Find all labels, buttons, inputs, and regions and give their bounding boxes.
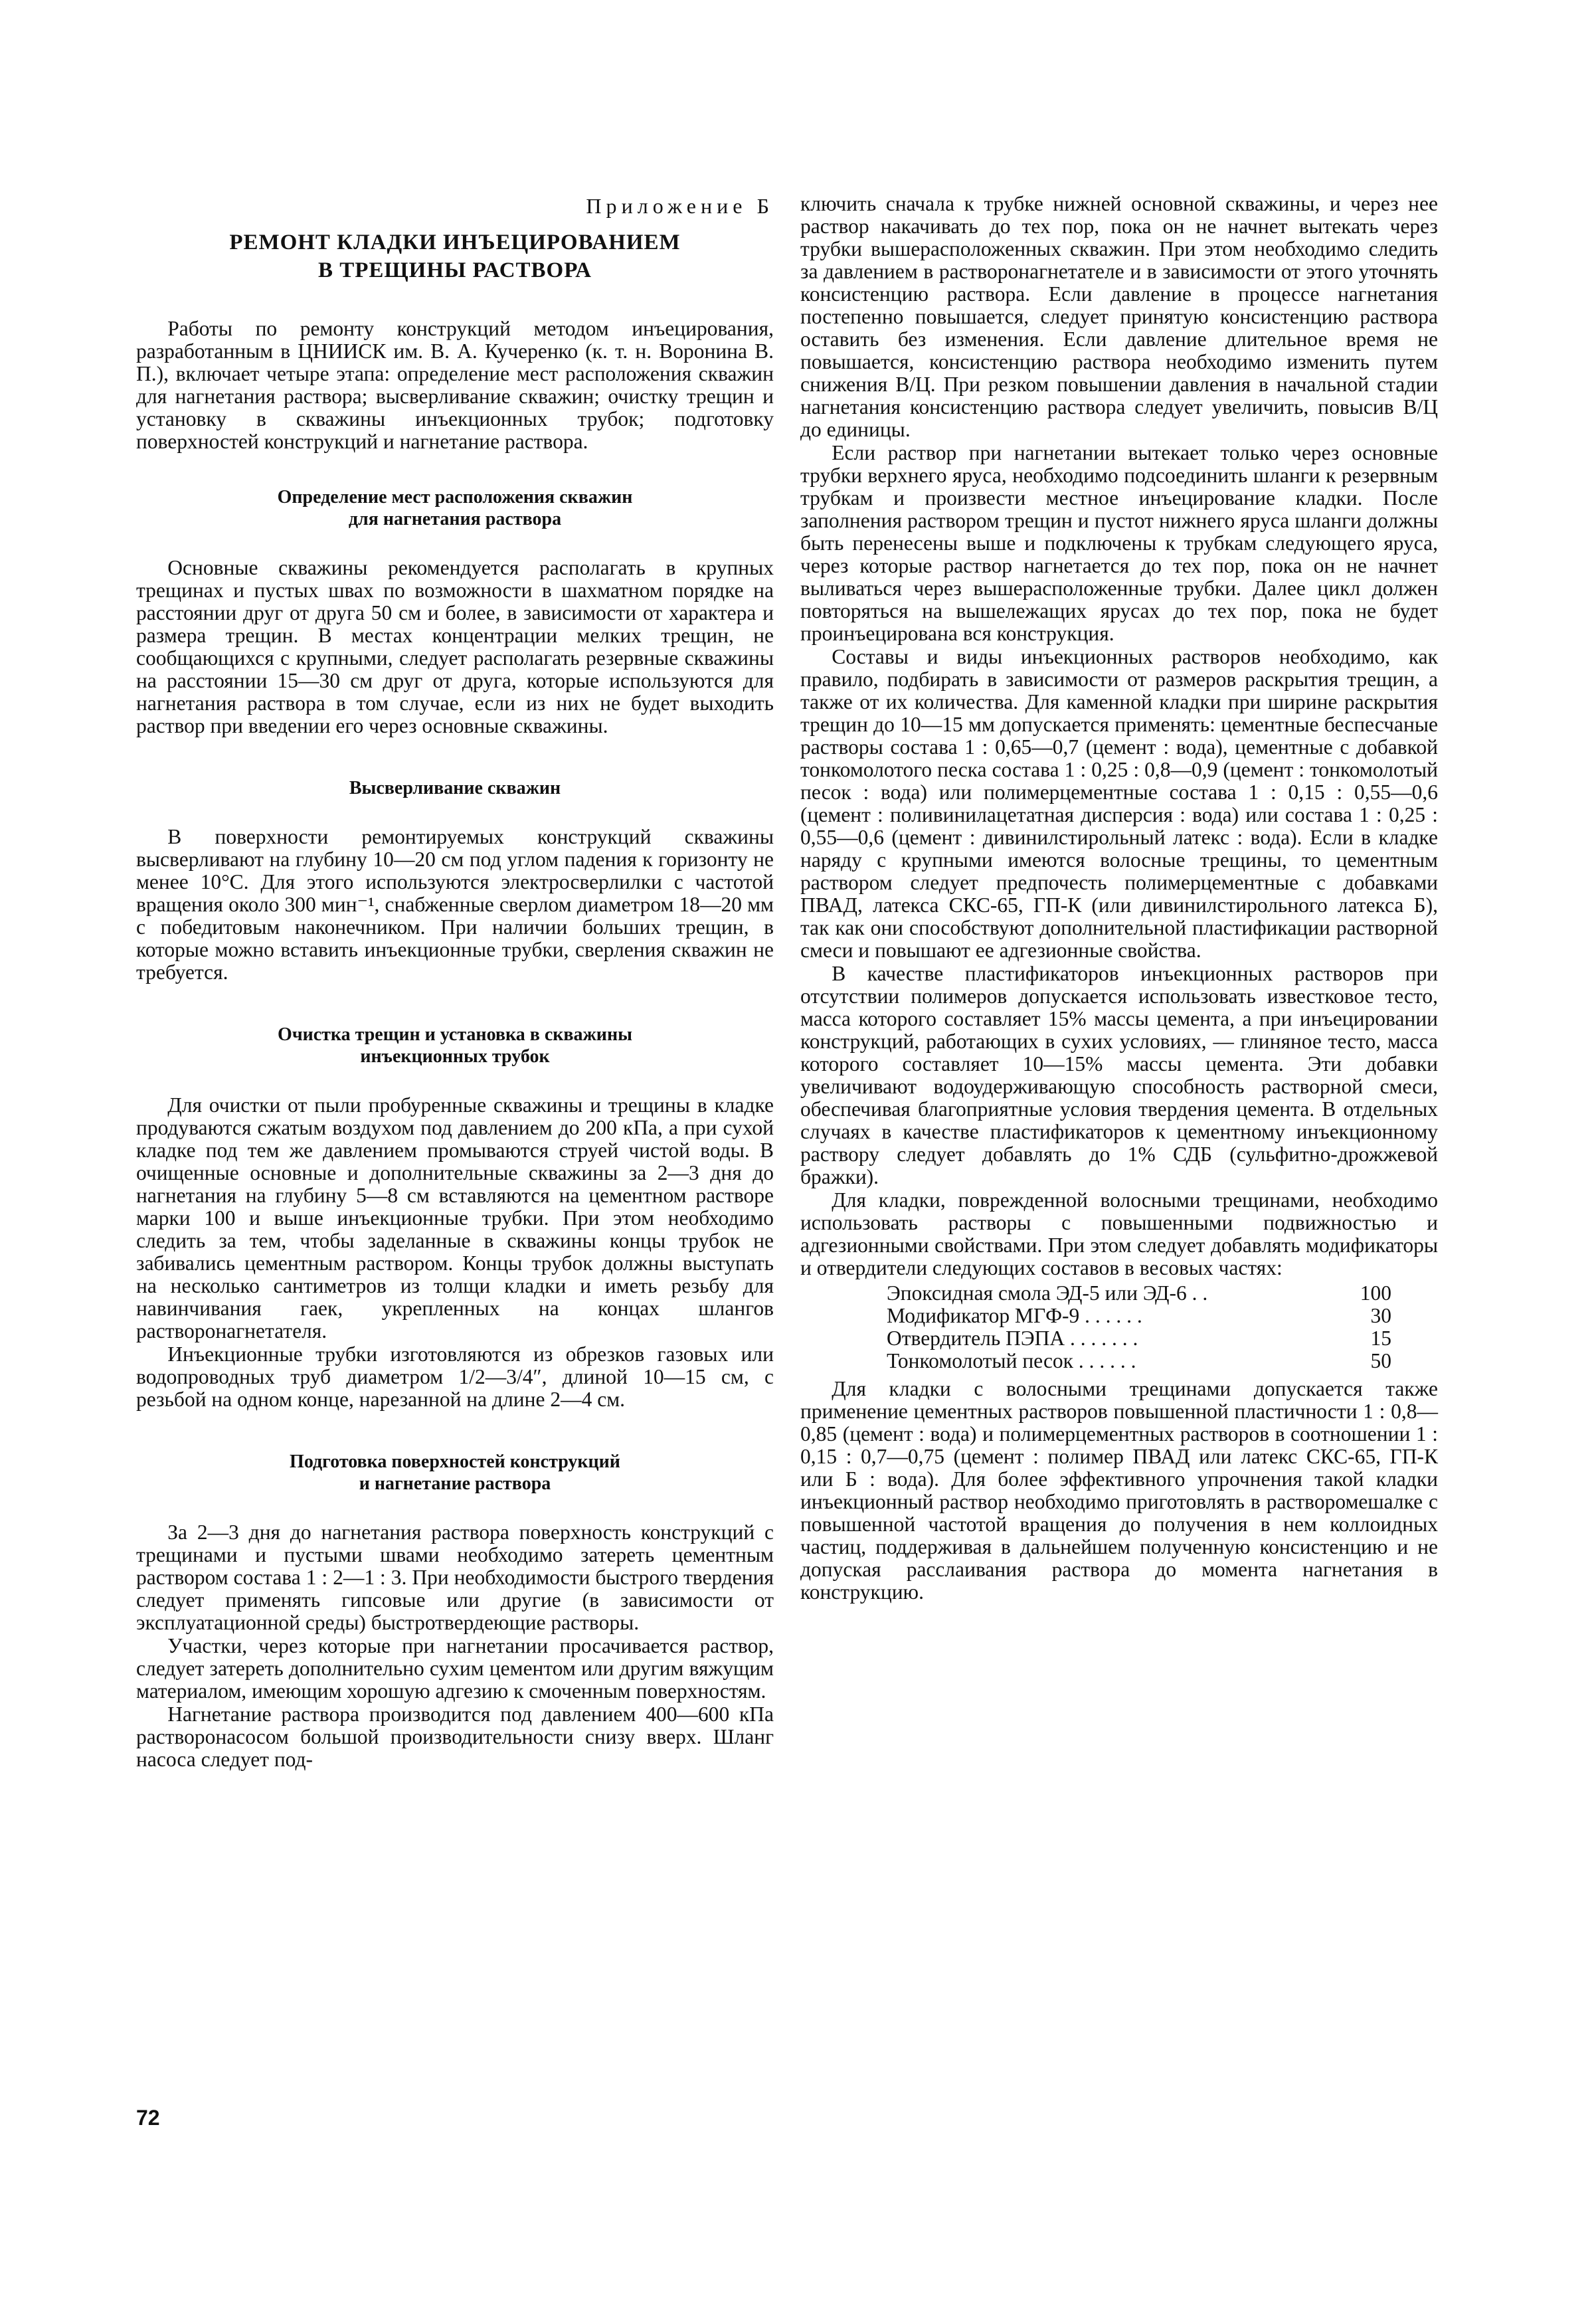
heading-line: инъекционных трубок bbox=[360, 1046, 550, 1067]
paragraph: За 2—3 дня до нагнетания раствора поверхность конструкций с трещинами и пустыми швами необходимо затереть цементным раствором состава 1 : 2—1 : 3. При необходимости быстрого твердения следует применять гипсовые или другие (в зависимости от эксплуатационной среды) быстротвердеющие растворы. bbox=[136, 1521, 774, 1634]
paragraph: Для очистки от пыли пробуренные скважины и трещины в кладке продуваются сжатым воздухом под давлением до 200 кПа, а при сухой кладке под тем же давлением промываются струей чистой воды. В очищенные основные и дополнительные скважины за 2—3 дня до нагнетания на глубину 5—8 см вставляются на цементном растворе марки 100 и выше инъекционные трубки. При этом необходимо следить за тем, чтобы заделанные в скважины концы трубок не забивались цементным раствором. Концы трубок должны выступать на несколько сантиметров из толщи кладки и иметь резьбу для навинчивания гаек, укрепленных на концах шлангов растворонагнетателя. bbox=[136, 1093, 774, 1342]
paragraph: Для кладки, поврежденной волосными трещинами, необходимо использовать растворы с повышенными подвижностью и адгезионными свойствами. При этом следует добавлять модификаторы и отвердители следующих составов в весовых частях: bbox=[800, 1188, 1438, 1279]
heading-line: и нагнетание раствора bbox=[359, 1473, 551, 1494]
component-value: 50 bbox=[1370, 1349, 1391, 1372]
paragraph: Нагнетание раствора производится под давлением 400—600 кПа растворонасосом большой производительности снизу вверх. Шланг насоса следует под- bbox=[136, 1703, 774, 1771]
component-name: Эпоксидная смола ЭД-5 или ЭД-6 . . bbox=[887, 1281, 1208, 1305]
section-heading-placement bbox=[136, 486, 774, 530]
heading-line: Определение мест расположения скважин bbox=[277, 487, 633, 508]
title-line-2: В ТРЕЩИНЫ РАСТВОРА bbox=[318, 258, 592, 282]
heading-line: Подготовка поверхностей конструкций bbox=[290, 1451, 620, 1472]
right-column bbox=[800, 193, 1438, 1604]
component-name: Тонкомолотый песок . . . . . . bbox=[887, 1349, 1136, 1372]
heading-line: для нагнетания раствора bbox=[348, 509, 562, 529]
paragraph: В качестве пластификаторов инъекционных растворов при отсутствии полимеров допускается использовать известковое тесто, масса которого составляет 15% массы цемента, а при инъецировании конструкций, работающих в сухих условиях, — глиняное тесто, масса которого составляет 10—15% массы цемента. Эти добавки увеличивают водоудерживающую способность растворной смеси, обеспечивая благоприятные условия твердения цемента. В отдельных случаях в качестве пластификаторов к цементному инъекционному раствору следует добавлять до 1% СДБ (сульфитно-дрожжевой бражки). bbox=[800, 962, 1438, 1188]
composition-row bbox=[887, 1327, 1391, 1350]
title-line-1: РЕМОНТ КЛАДКИ ИНЪЕЦИРОВАНИЕМ bbox=[229, 231, 681, 254]
composition-row bbox=[887, 1350, 1391, 1372]
component-name: Отвердитель ПЭПА . . . . . . . bbox=[887, 1327, 1138, 1350]
composition-row bbox=[887, 1282, 1391, 1305]
paragraph: Составы и виды инъекционных растворов необходимо, как правило, подбирать в зависимости от размеров раскрытия трещин, а также от их количества. Для каменной кладки при ширине раскрытия трещин до 10—15 мм допускается применять: цементные беспесчаные растворы состава 1 : 0,65—0,7 (цемент : вода), цементные с добавкой тонкомолотого песка состава 1 : 0,25 : 0,8—0,9 (цемент : тонкомолотый песок : вода) или полимерцементные состава 1 : 0,15 : 0,55—0,6 (цемент : поливинилацетатная дисперсия : вода) или состава 1 : 0,25 : 0,55—0,6 (цемент : дивинилстирольный латекс : вода). Если в кладке наряду с крупными имеются волосные трещины, то цементным раствором следует предпочесть полимерцементные с добавками ПВАД, латекса СКС-65, ГП-К (или дивинилстирольного латекса Б), так как они способствуют дополнительной пластификации растворной смеси и повышают ее адгезионные свойства. bbox=[800, 645, 1438, 962]
intro-paragraph: Работы по ремонту конструкций методом инъецирования, разработанным в ЦНИИСК им. В. А. Кучеренко (к. т. н. Воронина В. П.), включает четыре этапа: определение мест расположения скважин для нагнетания раствора; высверливание скважин; очистку трещин и установку в скважины инъекционных трубок; подготовку поверхностей конструкций и нагнетание раствора. bbox=[136, 317, 774, 453]
component-value: 100 bbox=[1360, 1281, 1391, 1305]
component-name: Модификатор МГФ-9 . . . . . . bbox=[887, 1304, 1142, 1327]
section-heading-drilling: Высверливание скважин bbox=[349, 778, 561, 798]
paragraph: Инъекционные трубки изготовляются из обрезков газовых или водопроводных труб диаметром 1/2—3/4″, длиной 10—15 см, с резьбой на одном конце, нарезанной на длине 2—4 см. bbox=[136, 1342, 774, 1411]
paragraph: Участки, через которые при нагнетании просачивается раствор, следует затереть дополнительно сухим цементом или другим вяжущим материалом, имеющим хорошую адгезию к смоченным поверхностям. bbox=[136, 1634, 774, 1703]
document-title bbox=[136, 229, 774, 284]
heading-line: Очистка трещин и установка в скважины bbox=[278, 1024, 632, 1045]
paragraph: Основные скважины рекомендуется располагать в крупных трещинах и пустых швах по возможности в шахматном порядке на расстоянии друг от друга 50 см и более, в зависимости от характера и размера трещин. В местах концентрации мелких трещин, не сообщающихся с крупными, следует располагать резервные скважины на расстоянии 15—30 см друг от друга, которые используются для нагнетания раствора в том случае, если из них не будет выходить раствор при введении его через основные скважины. bbox=[136, 556, 774, 737]
paragraph-continued: ключить сначала к трубке нижней основной скважины, и через нее раствор накачивать до тех пор, пока он не начнет вытекать через трубки вышерасположенных скважин. При этом необходимо следить за давлением в растворонагнетателе и в зависимости от этого уточнять консистенцию раствора. Если давление в процессе нагнетания постепенно повышается, следует принятую консистенцию раствора оставить без изменения. Если давление длительное время не повышается, консистенцию раствора необходимо изменить путем снижения В/Ц. При резком повышении давления в начальной стадии нагнетания консистенцию раствора следует увеличить, повысив В/Ц до единицы. bbox=[800, 192, 1438, 441]
section-heading-preparation bbox=[136, 1451, 774, 1495]
component-value: 30 bbox=[1370, 1304, 1391, 1327]
paragraph: Для кладки с волосными трещинами допускается также применение цементных растворов повышенной пластичности 1 : 0,8—0,85 (цемент : вода) и полимерцементных растворов в соотношении 1 : 0,15 : 0,7—0,75 (цемент : полимер ПВАД или латекс СКС-65, ГП-К или Б : вода). Для более эффективного упрочнения такой кладки инъекционный раствор необходимо приготовлять в растворомешалке с повышенной частотой вращения до получения в нем коллоидных частиц, поддерживая в дальнейшем полученную консистенцию и не допуская расслаивания раствора до момента нагнетания в конструкцию. bbox=[800, 1377, 1438, 1604]
paragraph: Если раствор при нагнетании вытекает только через основные трубки верхнего яруса, необходимо подсоединить шланги к резервным трубкам и произвести местное инъецирование кладки. После заполнения раствором трещин и пустот нижнего яруса шланги должны быть перенесены выше и подключены к трубкам следующего яруса, через которые раствор нагнетается до тех пор, пока он не начнет выливаться через вышерасположенные трубки. Далее цикл должен повторяться на вышележащих ярусах до тех пор, пока не будет проинъецирована вся конструкция. bbox=[800, 441, 1438, 645]
paragraph: В поверхности ремонтируемых конструкций скважины высверливают на глубину 10—20 см под углом падения к горизонту не менее 10°С. Для этого используются электросверлилки с частотой вращения около 300 мин⁻¹, снабженные сверлом диаметром 18—20 мм с победитовым наконечником. При наличии больших трещин, в которые можно вставить инъекционные трубки, сверления скважин не требуется. bbox=[136, 825, 774, 984]
composition-row bbox=[887, 1305, 1391, 1327]
left-column bbox=[136, 193, 774, 1771]
section-heading-cleaning bbox=[136, 1024, 774, 1067]
appendix-label: Приложение Б bbox=[586, 194, 774, 218]
composition-table bbox=[887, 1282, 1391, 1372]
page-number: 72 bbox=[136, 2106, 160, 2130]
component-value: 15 bbox=[1370, 1327, 1391, 1350]
